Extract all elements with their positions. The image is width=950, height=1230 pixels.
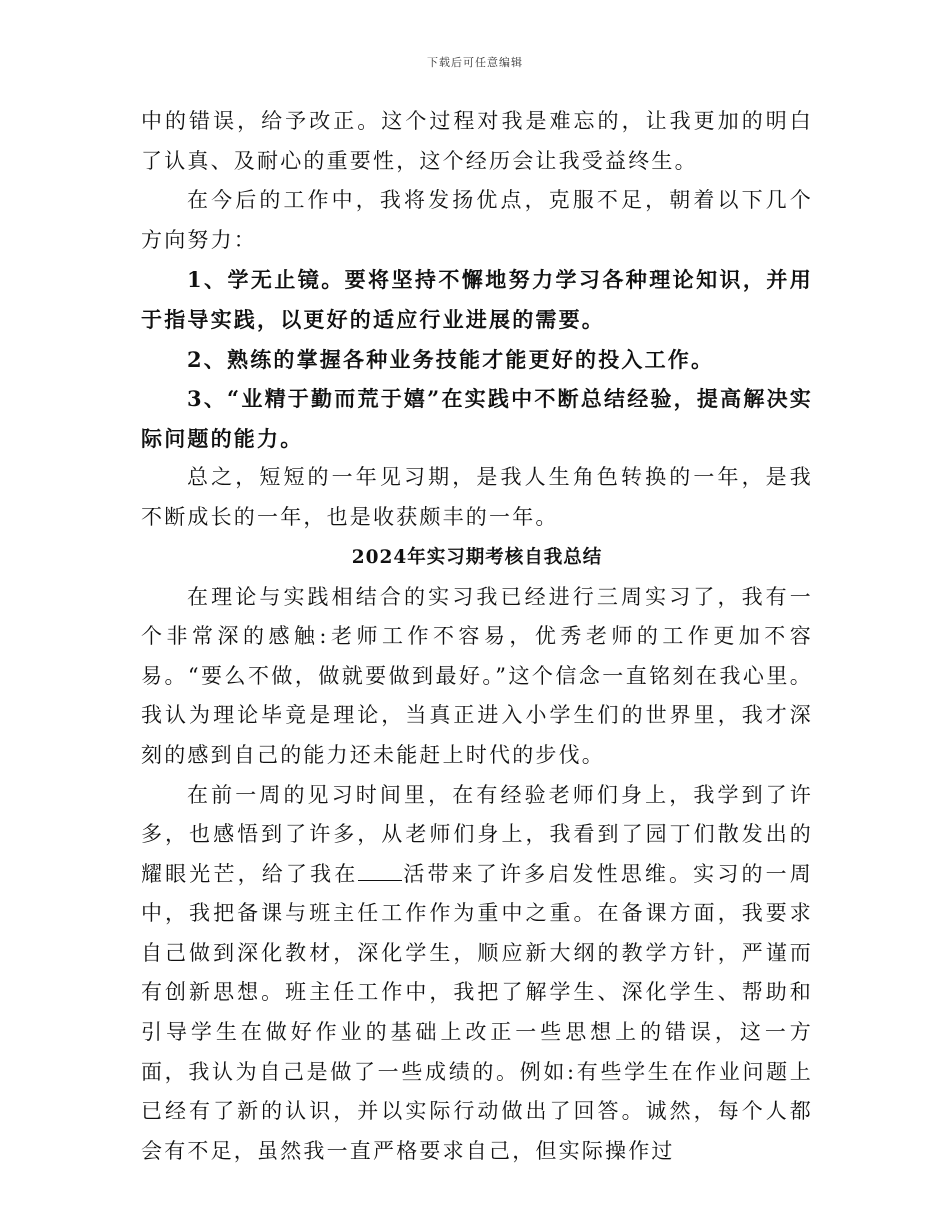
list-item-3: 3、“业精于勤而荒于嬉”在实践中不断总结经验，提高解决实际问题的能力。 <box>141 386 813 451</box>
list-item-1: 1、学无止镜。要将坚持不懈地努力学习各种理论知识，并用于指导实践，以更好的适应行业进展的需要。 <box>141 267 813 332</box>
paragraph-practice-intro: 在理论与实践相结合的实习我已经进行三周实习了，我有一个非常深的感触:老师工作不容易，优秀老师的工作更加不容易。“要么不做，做就要做到最好。”这个信念一直铭刻在我心里。我认为理论毕竟是理论，当真正进入小学生们的世界里，我才深刻的感到自己的能力还未能赶上时代的步伐。 <box>141 584 813 767</box>
page-header: 下载后可任意编辑 <box>427 56 523 69</box>
section-title: 2024年实习期考核自我总结 <box>351 546 603 568</box>
document-body <box>141 102 813 1171</box>
paragraph-conclusion: 总之，短短的一年见习期，是我人生角色转换的一年，是我不断成长的一年，也是收获颇丰的一年。 <box>141 465 813 529</box>
paragraph-directions-intro: 在今后的工作中，我将发扬优点，克服不足，朝着以下几个方向努力： <box>141 188 813 252</box>
paragraph-practice-detail <box>141 776 813 1172</box>
paragraph-text-before-blank: 在前一周的见习时间里，在有经验老师们身上，我学到了许多，也感悟到了许多，从老师们身上，我看到了园丁们散发出的耀眼光芒，给了我在 <box>141 782 813 886</box>
list-item-2: 2、熟练的掌握各种业务技能才能更好的投入工作。 <box>187 346 715 372</box>
paragraph-continuation: 中的错误，给予改正。这个过程对我是难忘的，让我更加的明白了认真、及耐心的重要性，这个经历会让我受益终生。 <box>141 109 813 173</box>
paragraph-text-after-blank: 活带来了许多启发性思维。实习的一周中，我把备课与班主任工作作为重中之重。在备课方面，我要求自己做到深化教材，深化学生，顺应新大纲的教学方针，严谨而有创新思想。班主任工作中，我把了解学生、深化学生、帮助和引导学生在做好作业的基础上改正一些思想上的错误，这一方面，我认为自己是做了一些成绩的。例如:有些学生在作业问题上已经有了新的认识，并以实际行动做出了回答。诚然，每个人都会有不足，虽然我一直严格要求自己，但实际操作过 <box>141 861 813 1163</box>
fill-in-blank <box>358 862 402 881</box>
